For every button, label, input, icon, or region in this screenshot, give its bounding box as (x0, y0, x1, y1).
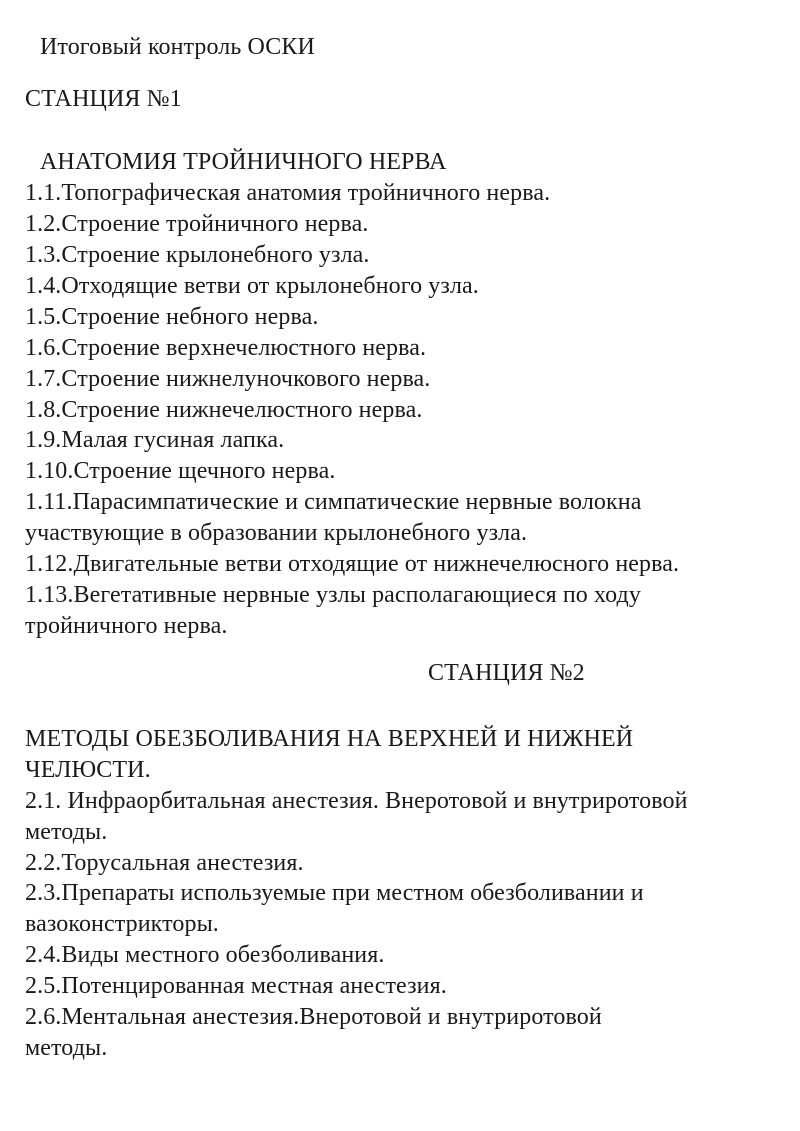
station-2-item: вазоконстрикторы. (25, 911, 219, 937)
station-2-item: методы. (25, 1035, 108, 1061)
station-2-heading: МЕТОДЫ ОБЕЗБОЛИВАНИЯ НА ВЕРХНЕЙ И НИЖНЕЙ (25, 726, 634, 752)
station-1-item: 1.6.Строение верхнечелюстного нерва. (25, 335, 427, 361)
document-title: Итоговый контроль ОСКИ (40, 34, 315, 60)
station-1-item: 1.13.Вегетативные нервные узлы располагающиеся по ходу (25, 582, 641, 608)
station-1-item: 1.3.Строение крылонебного узла. (25, 242, 370, 268)
station-2-item: 2.5.Потенцированная местная анестезия. (25, 973, 447, 999)
station-2-item: 2.2.Торусальная анестезия. (25, 850, 304, 876)
station-1-item: 1.7.Строение нижнелуночкового нерва. (25, 366, 431, 392)
station-1-item: 1.10.Строение щечного нерва. (25, 458, 336, 484)
station-1-item: 1.1.Топографическая анатомия тройничного нерва. (25, 180, 551, 206)
station-1-item: 1.12.Двигательные ветви отходящие от нижнечелюсного нерва. (25, 551, 680, 577)
station-1-item: 1.4.Отходящие ветви от крылонебного узла. (25, 273, 479, 299)
station-1-item: 1.8.Строение нижнечелюстного нерва. (25, 397, 423, 423)
station-1-item: участвующие в образовании крылонебного узла. (25, 520, 528, 546)
station-1-item: 1.11.Парасимпатические и симпатические нервные волокна (25, 489, 642, 515)
station-2-title: СТАНЦИЯ №2 (428, 660, 585, 686)
station-1-title: СТАНЦИЯ №1 (25, 86, 182, 112)
station-1-item: 1.9.Малая гусиная лапка. (25, 427, 285, 453)
station-2-item: 2.3.Препараты используемые при местном обезболивании и (25, 880, 644, 906)
station-1-heading: АНАТОМИЯ ТРОЙНИЧНОГО НЕРВА (40, 149, 447, 175)
station-1-item: тройничного нерва. (25, 613, 228, 639)
station-1-item: 1.2.Строение тройничного нерва. (25, 211, 369, 237)
station-1-item: 1.5.Строение небного нерва. (25, 304, 319, 330)
station-2-item: 2.6.Ментальная анестезия.Внеротовой и внутриротовой (25, 1004, 602, 1030)
station-2-item: методы. (25, 819, 108, 845)
station-2-item: 2.4.Виды местного обезболивания. (25, 942, 385, 968)
station-2-heading: ЧЕЛЮСТИ. (25, 757, 151, 783)
station-2-item: 2.1. Инфраорбитальная анестезия. Внеротовой и внутриротовой (25, 788, 688, 814)
